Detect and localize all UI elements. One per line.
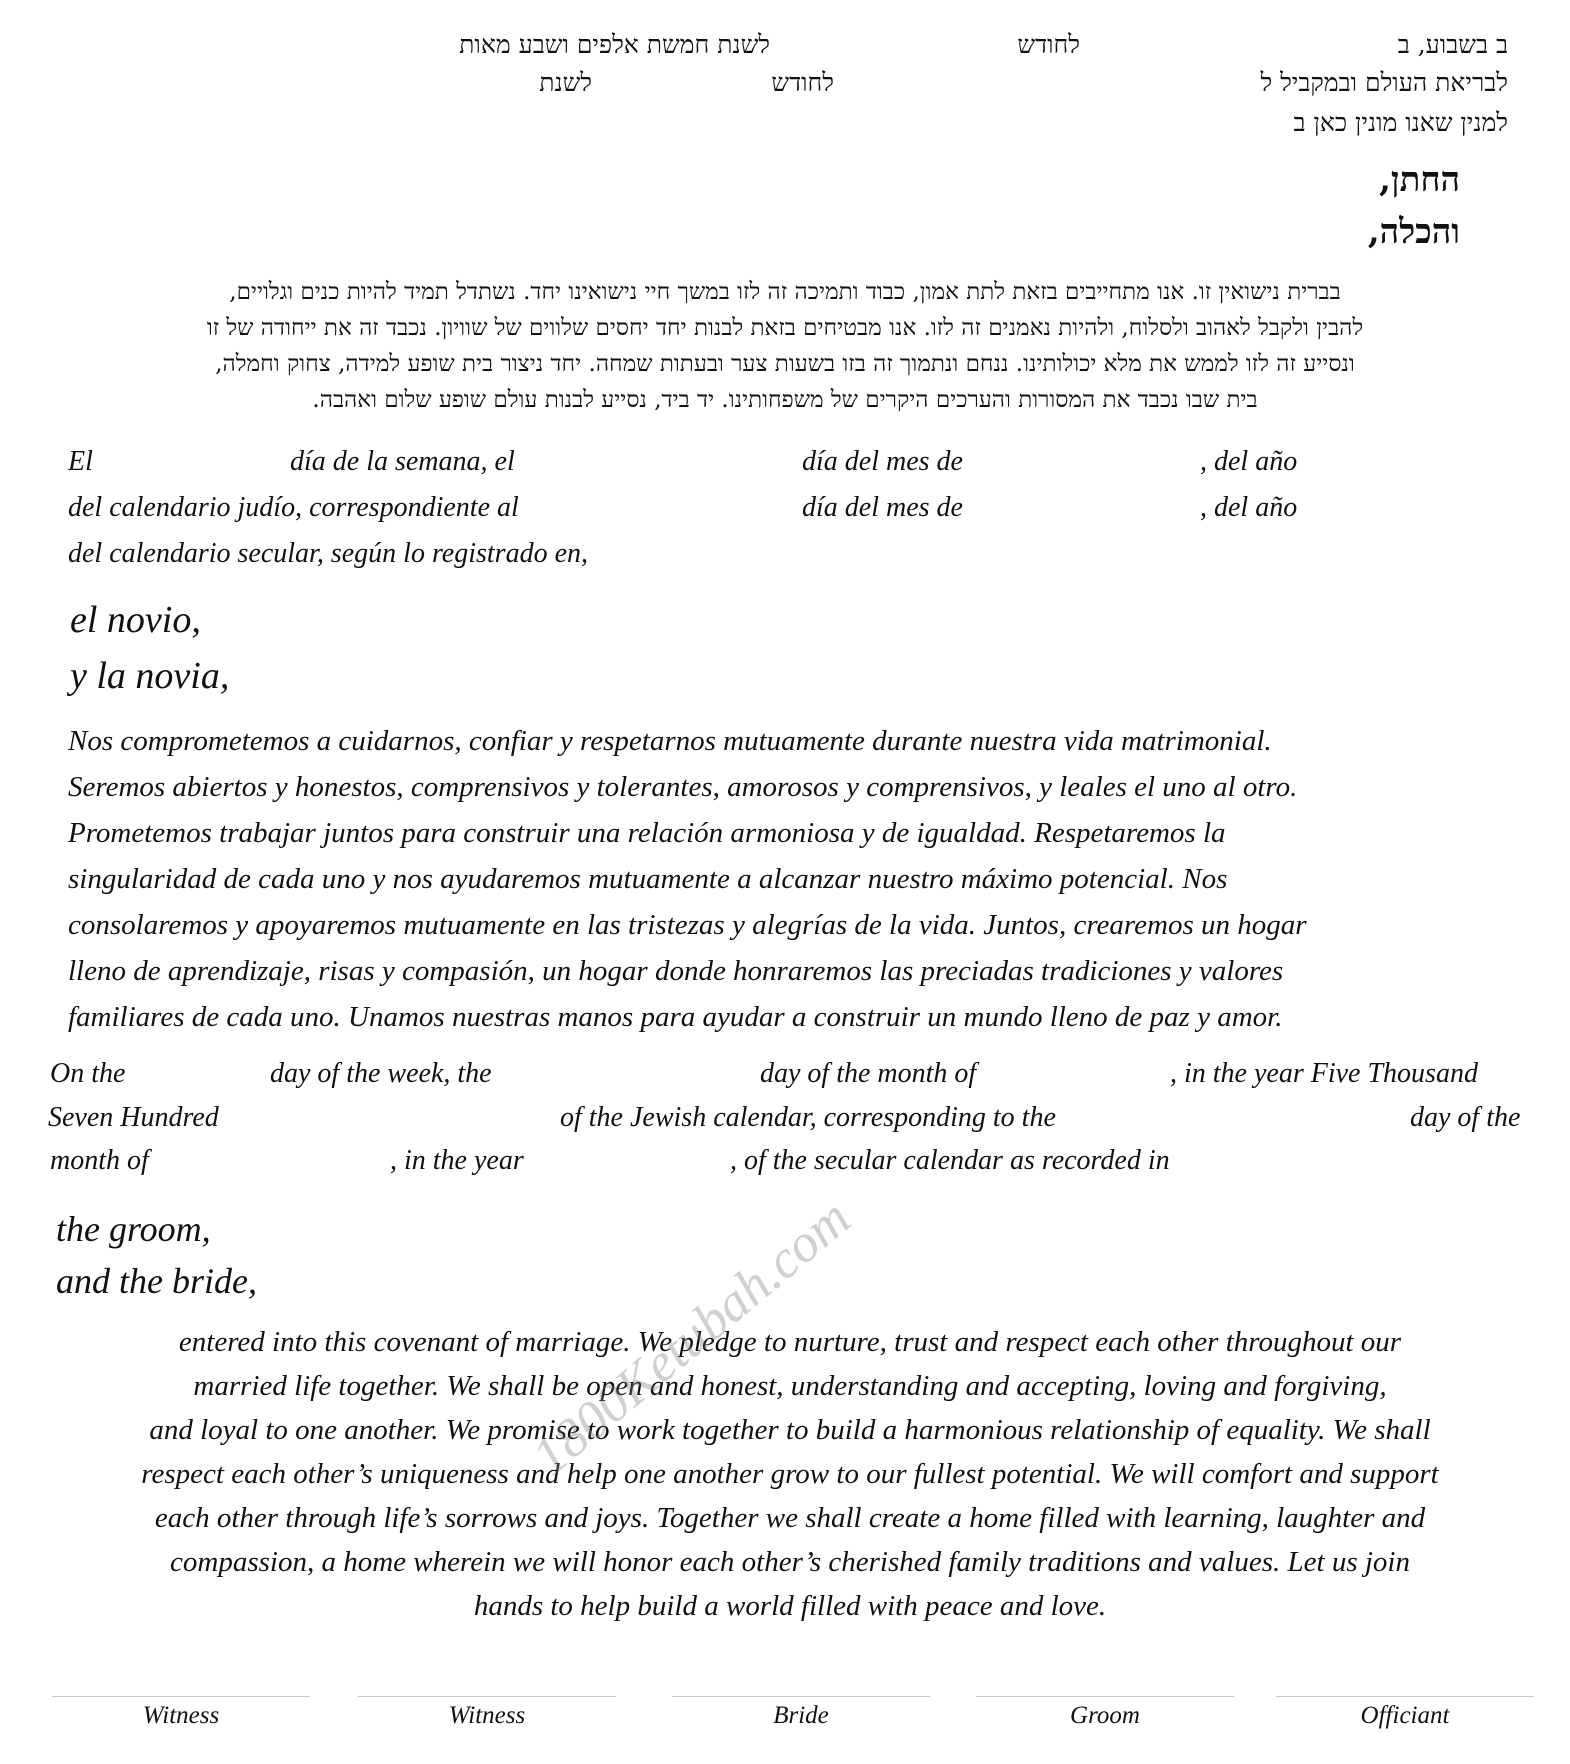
english-vow-line: entered into this covenant of marriage. We pledge to nurture, trust and respect each other throughout our (178, 1326, 1402, 1358)
hebrew-line2-right: לבריאת העולם ובמקביל ל (1260, 68, 1508, 97)
hebrew-vows (50, 274, 1520, 418)
hebrew-vow-line: בית שבו נכבד את המסורות והערכים היקרים של משפחותינו. יד ביד, נסייע לבנות עולם שופע שלום ואהבה. (312, 387, 1258, 413)
spanish-l2-a: del calendario judío, correspondiente al (68, 492, 519, 523)
english-vow-line: married life together. We shall be open and honest, understanding and accepting, loving and forgiving, (193, 1370, 1387, 1402)
english-vows (40, 1320, 1540, 1628)
english-l3-b: , in the year (390, 1145, 524, 1176)
hebrew-line1-mid: לחודש (1017, 30, 1080, 59)
witness-1-label: Witness (142, 1702, 220, 1729)
officiant-label: Officiant (1360, 1702, 1450, 1729)
hebrew-bride: והכלה, (1367, 212, 1460, 252)
english-l3-c: , of the secular calendar as recorded in (730, 1145, 1170, 1176)
english-vow-line: and loyal to one another. We promise to work together to build a harmonious relationship of equality. We shall (149, 1414, 1431, 1446)
english-vow-line: each other through life’s sorrows and joys. Together we shall create a home filled with learning, laughter and (154, 1502, 1426, 1534)
hebrew-vow-line: בברית נישואין זו. אנו מתחייבים בזאת לתת אמון, כבוד ותמיכה זה לזו במשך חיי נישואינו יחד. נשתדל תמיד להיות כנים וגלויים, (229, 279, 1341, 305)
groom-label: Groom (1070, 1702, 1140, 1729)
english-l2-b: of the Jewish calendar, corresponding to the (560, 1102, 1056, 1133)
english-l2-a: Seven Hundred (48, 1102, 219, 1133)
spanish-l2-d: , del año (1200, 492, 1298, 523)
english-bride: and the bride, (56, 1261, 257, 1301)
english-vow-line: respect each other’s uniqueness and help one another grow to our fullest potential. We will comfort and support (141, 1458, 1439, 1490)
spanish-vow-line: singularidad de cada uno y nos ayudaremos mutuamente a alcanzar nuestro máximo potencial. Nos (68, 863, 1228, 895)
english-vow-line: hands to help build a world filled with peace and love. (473, 1590, 1107, 1622)
spanish-groom: el novio, (70, 599, 201, 641)
english-l2-c: day of the (1410, 1102, 1521, 1133)
hebrew-line3: למנין שאנו מונין כאן ב (1293, 108, 1508, 137)
spanish-l1-c: día del mes de (802, 446, 963, 477)
witness-2-label: Witness (448, 1702, 526, 1729)
spanish-vow-line: familiares de cada uno. Unamos nuestras manos para ayudar a construir un mundo lleno de paz y amor. (68, 1001, 1283, 1033)
hebrew-vow-line: ונסייע זה לזו לממש את מלא יכולותינו. ננחם ונתמוך זה בזו בשעות צער ובעתות שמחה. יחד ניצור בית שופע למידה, צחוק וחמלה, (215, 351, 1355, 377)
english-vow-line: compassion, a home wherein we will honor each other’s cherished family traditions and values. Let us join (170, 1546, 1410, 1578)
spanish-l3: del calendario secular, según lo registrado en, (68, 538, 589, 569)
watermark: 1800Ketubah.com (520, 1187, 862, 1487)
spanish-vow-line: Prometemos trabajar juntos para construir una relación armoniosa y de igualdad. Respetaremos la (68, 817, 1226, 849)
english-l1-d: , in the year Five Thousand (1170, 1058, 1478, 1089)
officiant-signature-line (1276, 1696, 1534, 1697)
spanish-vow-line: Nos comprometemos a cuidarnos, confiar y respetarnos mutuamente durante nuestra vida matrimonial. (68, 725, 1272, 757)
spanish-vows (68, 718, 1508, 1040)
spanish-l1-d: , del año (1200, 446, 1298, 477)
hebrew-line1-left: לשנת חמשת אלפים ושבע מאות (459, 30, 770, 59)
english-l1-b: day of the week, the (270, 1058, 492, 1089)
witness-1-signature-line (52, 1696, 310, 1697)
spanish-vow-line: lleno de aprendizaje, risas y compasión, un hogar donde honraremos las preciadas tradiciones y valores (68, 955, 1284, 987)
bride-signature-line (672, 1696, 930, 1697)
hebrew-vow-line: להבין ולקבל לאהוב ולסלוח, ולהיות נאמנים זה לזו. אנו מבטיחים בזאת לבנות יחד יחסים שלווים של שוויון. נכבד זה את ייחודה של זו (206, 315, 1364, 341)
spanish-l1-b: día de la semana, el (290, 446, 515, 477)
hebrew-line1-right: ב בשבוע, ב (1397, 30, 1508, 59)
spanish-vow-line: Seremos abiertos y honestos, comprensivos y tolerantes, amorosos y comprensivos, y leales el uno al otro. (68, 771, 1298, 803)
bride-label: Bride (773, 1702, 829, 1729)
spanish-vow-line: consolaremos y apoyaremos mutuamente en las tristezas y alegrías de la vida. Juntos, crearemos un hogar (68, 909, 1307, 941)
english-l1-c: day of the month of (760, 1058, 977, 1089)
hebrew-line2-left: לשנת (539, 68, 592, 97)
hebrew-groom: החתן, (1379, 160, 1460, 200)
spanish-l2-c: día del mes de (802, 492, 963, 523)
spanish-bride: y la novia, (70, 655, 230, 697)
hebrew-line2-mid: לחודש (771, 68, 834, 97)
english-l1-a: On the (50, 1058, 126, 1089)
english-groom: the groom, (56, 1209, 211, 1249)
english-l3-a: month of (50, 1145, 149, 1176)
spanish-l1-a: El (68, 446, 93, 477)
witness-2-signature-line (358, 1696, 616, 1697)
groom-signature-line (976, 1696, 1234, 1697)
